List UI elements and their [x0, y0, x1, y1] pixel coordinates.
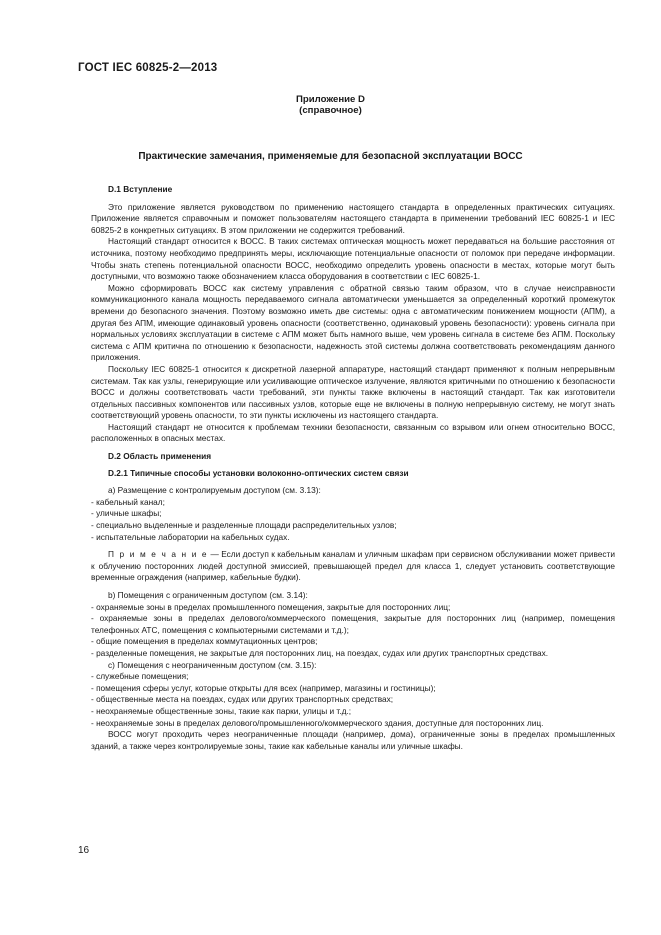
- d1-paragraph-1: Это приложение является руководством по применению настоящего стандарта в определенных практических ситуациях. Приложение является справочным и поможет пользователям настоящего стандарта в применении требований IEC 60825-1 и IEC 60825-2 в конкретных ситуациях. В этом приложении не содержится требований.: [91, 201, 615, 235]
- list-b-title: b) Помещения с ограниченным доступом (см. 3.14):: [108, 590, 308, 600]
- d1-paragraph-3: Можно сформировать ВОСС как систему управления с обратной связью таким образом, что в случае неисправности коммуникационного канала мощность передаваемого сигнала автоматически уменьшается за определенный короткий промежуток времени до безопасного значения. Поэтому возможно иметь две системы: одна с автоматическим понижением мощности (АПМ), а другая без АПМ, имеющие одинаковый уровень опасности (соответственно, одинаковый уровень безопасности): уровень сигнала при нормальных условиях эксплуатации в системе с АПМ может быть намного выше, чем уровень сигнала в системе без АПМ. Поскольку система с АПМ критична по отношению к безопасности, надежность этой системы должна соответствовать рекомендациям данного приложения.: [91, 282, 615, 363]
- list-item: - охраняемые зоны в пределах делового/коммерческого помещения, закрытые для посторонних лиц (например, помещения телефонных АТС, помещения с компьютерными системами и т.д.);: [91, 613, 615, 635]
- note: [91, 549, 615, 584]
- list-item: - общественные места на поездах, судах или других транспортных средствах;: [91, 694, 394, 705]
- d1-paragraph-4: Поскольку IEC 60825-1 относится к дискретной лазерной аппаратуре, настоящий стандарт применяют к полным непрерывным системам. Так как узлы, генерирующие или усиливающие оптическое излучение, являются критичными по отношению к безопасности ВОСС и должны соответствовать части требований, эти пункты также включены в настоящий стандарт. Так как изготовители отдельных пассивных компонентов или пассивных узлов, которые еще не включены в полную непрерывную систему, не могут знать соответствующий уровень опасности, то эти пункты исключены из настоящего стандарта.: [91, 363, 615, 421]
- list-item: - испытательные лаборатории на кабельных судах.: [91, 531, 290, 542]
- list-item: - служебные помещения;: [91, 671, 189, 682]
- list-item: - специально выделенные и разделенные площади распределительных узлов;: [91, 520, 397, 531]
- section-d2-heading: D.2 Область применения: [108, 451, 212, 462]
- d1-paragraph-2: Настоящий стандарт относится к ВОСС. В таких системах оптическая мощность может передаваться на большие расстояния от источника, поэтому необходимо предпринять меры, исключающие потенциальные опасности от поломок при передаче информации. Чтобы знать степень потенциальной опасности ВОСС, необходимо определить уровень опасности в местах, которые могут быть доступными, что возможно также обозначением класса оборудования в соответствии с IEC 60825-1.: [91, 236, 615, 282]
- list-item: - кабельный канал;: [91, 496, 165, 507]
- list-item: - уличные шкафы;: [91, 508, 162, 519]
- note-label: П р и м е ч а н и е: [108, 549, 209, 560]
- list-c-title: c) Помещения с неограниченным доступом (см. 3.15):: [108, 659, 317, 670]
- annex-title: Практические замечания, применяемые для безопасной эксплуатации ВОСС: [138, 151, 523, 162]
- page-number: 16: [78, 845, 90, 856]
- section-d21-heading: D.2.1 Типичные способы установки волоконно-оптических систем связи: [108, 467, 409, 478]
- document-body: [91, 184, 615, 752]
- list-item: - общие помещения в пределах коммутационных центров;: [91, 636, 318, 647]
- list-item: - неохраняемые зоны в пределах делового/промышленного/коммерческого здания, доступные для посторонних лиц.: [91, 717, 544, 728]
- section-d1-heading: D.1 Вступление: [108, 184, 173, 194]
- list-item: - помещения сферы услуг, которые открыты для всех (например, магазины и гостиницы);: [91, 682, 436, 693]
- final-paragraph: ВОСС могут проходить через неограниченные площади (например, дома), ограниченные зоны в пределах промышленных зданий, а также через контролируемые зоны, такие как кабельные каналы или уличные шкафы.: [91, 729, 615, 751]
- d1-paragraph-5: Настоящий стандарт не относится к проблемам техники безопасности, связанным со взрывом или огнем относительно ВОСС, расположенных в опасных местах.: [91, 421, 615, 444]
- list-item: - охраняемые зоны в пределах промышленного помещения, закрытые для посторонних лиц;: [91, 601, 451, 612]
- list-a-title: a) Размещение с контролируемым доступом (см. 3.13):: [108, 485, 321, 496]
- annex-type: (справочное): [299, 105, 362, 116]
- list-item: - неохраняемые общественные зоны, такие как парки, улицы и т.д.;: [91, 705, 352, 716]
- list-item: - разделенные помещения, не закрытые для посторонних лиц, на поездах, судах или других транспортных средствах.: [91, 647, 549, 658]
- note-text: — Если доступ к кабельным каналам и уличным шкафам при сервисном обслуживании может привести к облучению посторонних людей доступной эмиссией, превышающей предел для класса 1, следует установить соответствующие временные ограждения (например, кабельные будки).: [91, 549, 615, 583]
- annex-label: Приложение D: [296, 94, 365, 105]
- standard-header: ГОСТ IEC 60825-2—2013: [78, 62, 218, 74]
